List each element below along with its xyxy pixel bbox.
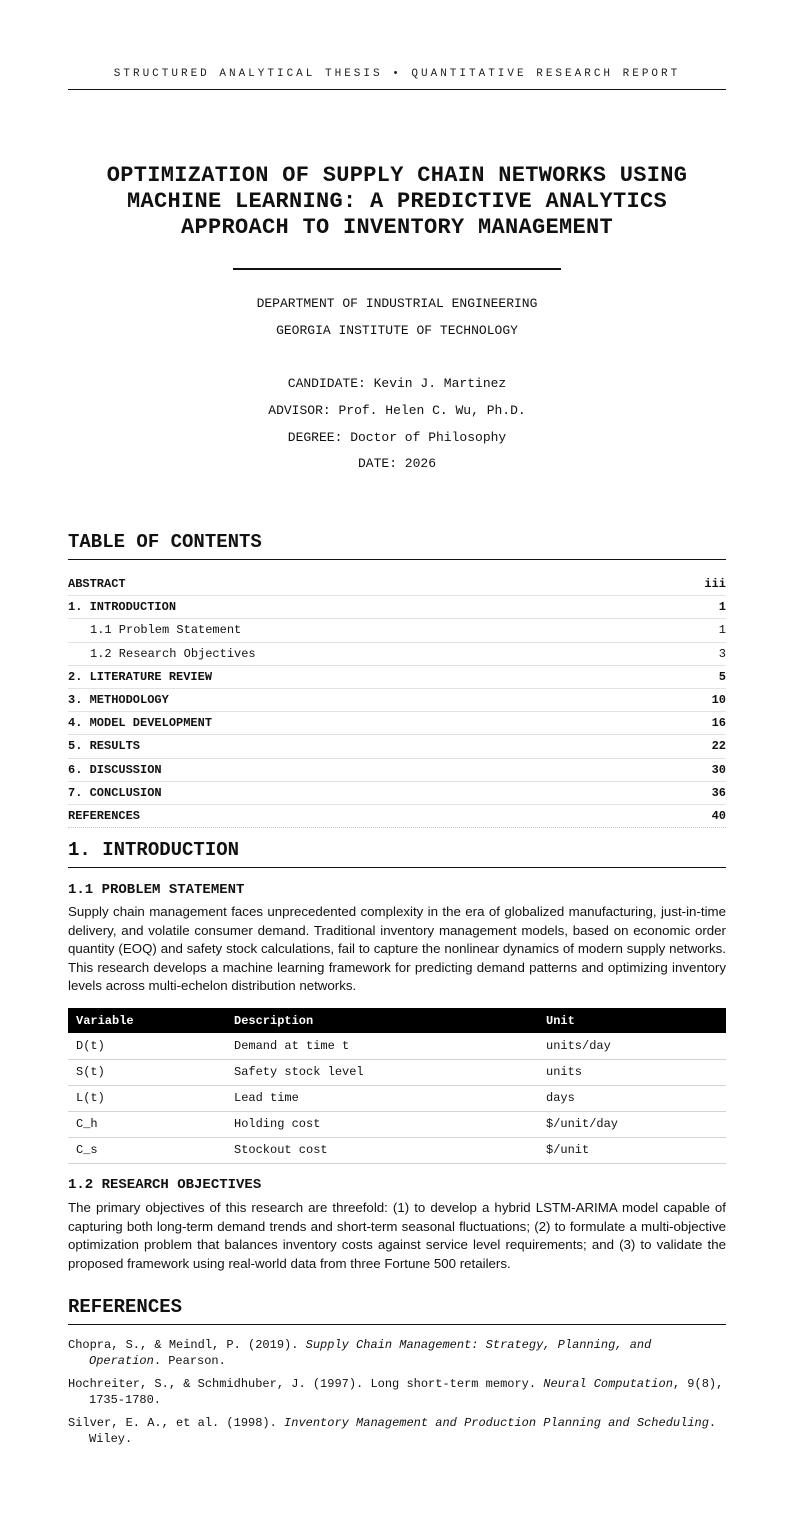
toc-entry-label: 1. INTRODUCTION xyxy=(68,600,177,615)
column-header: Unit xyxy=(538,1008,726,1033)
references-heading: REFERENCES xyxy=(68,1296,183,1318)
table-cell: Demand at time t xyxy=(226,1033,538,1059)
reference-text: Wiley. xyxy=(89,1432,133,1446)
toc-entry-abstract[interactable] xyxy=(68,573,726,596)
reference-text: 1735-1780. xyxy=(89,1393,162,1407)
toc-entry-label: 5. RESULTS xyxy=(68,739,141,754)
toc-entry-conclusion[interactable] xyxy=(68,782,726,805)
toc-entry-label: 1.1 Problem Statement xyxy=(90,623,242,638)
reference-journal: Neural Computation xyxy=(543,1377,673,1391)
toc-entry-discussion[interactable] xyxy=(68,759,726,782)
toc-entry-label: 4. MODEL DEVELOPMENT xyxy=(68,716,213,731)
toc-entry-label: 3. METHODOLOGY xyxy=(68,693,169,708)
table-cell: $/unit/day xyxy=(538,1111,726,1137)
toc-entry-label: ABSTRACT xyxy=(68,577,126,592)
reference-text: Silver, E. A., et al. (1998). xyxy=(68,1416,285,1430)
variables-table xyxy=(68,1008,726,1164)
toc-entry-methodology[interactable] xyxy=(68,689,726,712)
introduction-rule xyxy=(68,867,726,868)
thesis-title xyxy=(68,163,726,241)
table-cell: Lead time xyxy=(226,1085,538,1111)
toc-entry-label: REFERENCES xyxy=(68,808,141,823)
toc-entry-references[interactable] xyxy=(68,805,726,828)
degree: DEGREE: Doctor of Philosophy xyxy=(287,430,507,445)
table-cell: Safety stock level xyxy=(226,1059,538,1085)
research-objectives-text: The primary objectives of this research are threefold: (1) to develop a hybrid LSTM-ARIMA model capable of capturing both long-term demand trends and short-term seasonal fluctuations; (2) to formulate a multi-objective optimization problem that balances inventory costs against service level requirements; and (3) to validate the proposed framework using real-world data from three Fortune 500 retailers. xyxy=(68,1200,726,1271)
table-cell: S(t) xyxy=(68,1059,226,1085)
running-head: STRUCTURED ANALYTICAL THESIS • QUANTITATIVE RESEARCH REPORT xyxy=(113,68,681,80)
table-of-contents xyxy=(68,573,726,828)
table-row xyxy=(68,1137,726,1163)
toc-entry-page: 5 xyxy=(718,669,726,684)
header-rule xyxy=(68,89,726,90)
reference-text: . xyxy=(708,1416,717,1430)
table-cell: L(t) xyxy=(68,1085,226,1111)
references-rule xyxy=(68,1324,726,1325)
toc-entry-label: 1.2 Research Objectives xyxy=(90,646,256,661)
title-line: APPROACH TO INVENTORY MANAGEMENT xyxy=(180,215,614,240)
toc-entry-problem-statement[interactable] xyxy=(68,619,726,642)
institution: GEORGIA INSTITUTE OF TECHNOLOGY xyxy=(276,323,518,338)
advisor: ADVISOR: Prof. Helen C. Wu, Ph.D. xyxy=(268,403,526,418)
toc-entry-label: 7. CONCLUSION xyxy=(68,785,162,800)
reference-text: . Pearson. xyxy=(153,1354,226,1368)
toc-entry-page: 1 xyxy=(718,623,726,638)
department: DEPARTMENT OF INDUSTRIAL ENGINEERING xyxy=(256,296,538,311)
reference-item xyxy=(68,1376,726,1408)
toc-entry-page: 30 xyxy=(711,762,726,777)
candidate: CANDIDATE: Kevin J. Martinez xyxy=(287,376,507,391)
table-row xyxy=(68,1059,726,1085)
toc-entry-label: 6. DISCUSSION xyxy=(68,762,162,777)
title-rule xyxy=(233,268,561,270)
toc-rule xyxy=(68,559,726,560)
table-row xyxy=(68,1033,726,1059)
toc-entry-page: 36 xyxy=(711,785,726,800)
toc-entry-label: 2. LITERATURE REVIEW xyxy=(68,669,213,684)
toc-heading: TABLE OF CONTENTS xyxy=(68,531,262,553)
toc-entry-introduction[interactable] xyxy=(68,596,726,619)
reference-title: Operation xyxy=(89,1354,154,1368)
toc-entry-literature-review[interactable] xyxy=(68,666,726,689)
reference-title: Inventory Management and Production Planning and Scheduling xyxy=(284,1416,709,1430)
toc-entry-research-objectives[interactable] xyxy=(68,643,726,666)
research-objectives-heading: 1.2 RESEARCH OBJECTIVES xyxy=(68,1177,262,1193)
column-header: Variable xyxy=(68,1008,226,1033)
problem-statement-heading: 1.1 PROBLEM STATEMENT xyxy=(68,882,245,898)
toc-entry-page: 3 xyxy=(718,646,726,661)
table-cell: units/day xyxy=(538,1033,726,1059)
table-cell: C_s xyxy=(68,1137,226,1163)
reference-text: Hochreiter, S., & Schmidhuber, J. (1997). Long short-term memory. xyxy=(68,1377,544,1391)
table-cell: Holding cost xyxy=(226,1111,538,1137)
table-cell: days xyxy=(538,1085,726,1111)
reference-item xyxy=(68,1415,726,1447)
reference-text: , 9(8), xyxy=(672,1377,724,1391)
toc-entry-page: 16 xyxy=(711,716,726,731)
table-cell: $/unit xyxy=(538,1137,726,1163)
toc-entry-model-development[interactable] xyxy=(68,712,726,735)
table-cell: D(t) xyxy=(68,1033,226,1059)
table-cell: Stockout cost xyxy=(226,1137,538,1163)
reference-item xyxy=(68,1337,726,1369)
toc-entry-results[interactable] xyxy=(68,735,726,758)
table-cell: units xyxy=(538,1059,726,1085)
date: DATE: 2026 xyxy=(357,456,436,471)
introduction-heading: 1. INTRODUCTION xyxy=(68,839,240,861)
title-line: OPTIMIZATION OF SUPPLY CHAIN NETWORKS USING xyxy=(106,163,688,188)
table-header-row xyxy=(68,1008,726,1033)
reference-text: Chopra, S., & Meindl, P. (2019). xyxy=(68,1338,306,1352)
table-cell: C_h xyxy=(68,1111,226,1137)
toc-entry-page: 40 xyxy=(711,808,726,823)
table-row xyxy=(68,1085,726,1111)
title-line: MACHINE LEARNING: A PREDICTIVE ANALYTICS xyxy=(126,189,668,214)
reference-title: Supply Chain Management: Strategy, Planning, and xyxy=(305,1338,652,1352)
table-row xyxy=(68,1111,726,1137)
toc-entry-page: 1 xyxy=(718,600,726,615)
column-header: Description xyxy=(226,1008,538,1033)
toc-entry-page: 22 xyxy=(711,739,726,754)
toc-entry-page: 10 xyxy=(711,693,726,708)
toc-entry-page: iii xyxy=(704,577,726,592)
problem-statement-text: Supply chain management faces unprecedented complexity in the era of globalized manufacturing, just-in-time delivery, and volatile consumer demand. Traditional inventory management models, based on economic order quantity (EOQ) and safety stock calculations, fail to capture the nonlinear dynamics of modern supply networks. This research develops a machine learning framework for predicting demand patterns and optimizing inventory levels across multi-echelon distribution networks. xyxy=(68,904,726,994)
